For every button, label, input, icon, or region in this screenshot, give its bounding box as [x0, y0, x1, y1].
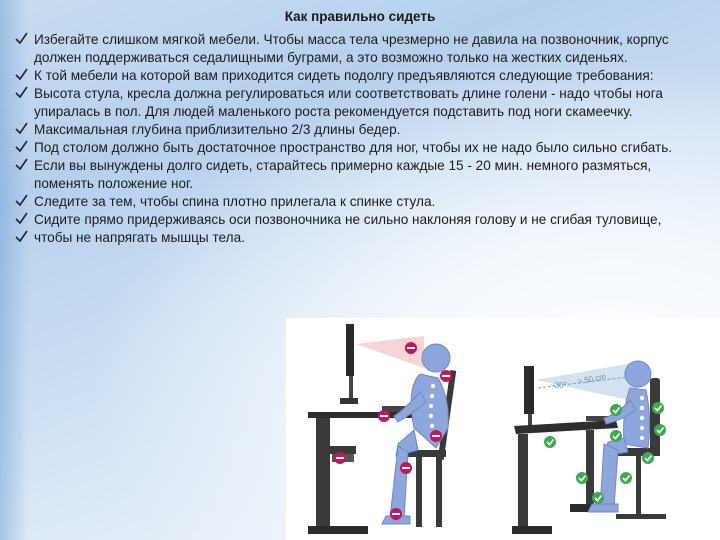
list-item [10, 67, 700, 85]
check-icon [15, 68, 28, 82]
list-item [10, 211, 700, 229]
list-item [10, 121, 700, 139]
check-icon [15, 230, 28, 244]
bullet-text: Максимальная глубина приблизительно 2/3 длины бедер. [34, 122, 401, 137]
distance-label: > 50 cm [576, 372, 607, 386]
bullet-text: Если вы вынуждены долго сидеть, старайтесь примерно каждые 15 - 20 мин. немного размяться, поменять положение ног. [34, 158, 652, 191]
bullet-text: Сидите прямо придерживаясь оси позвоночника не сильно наклоняя голову и не сгибая туловище, [34, 212, 662, 227]
monitor [346, 324, 354, 376]
incorrect-posture-scene [308, 324, 456, 534]
bullet-text: Следите за тем, чтобы спина плотно прилегала к спинке стула. [34, 194, 436, 209]
bullet-text: К той мебели на которой вам приходится сидеть подолгу предъявляются следующие требования: [34, 68, 654, 83]
check-icon [15, 122, 28, 136]
bullet-list [10, 31, 700, 247]
check-icon [15, 32, 28, 46]
list-item [10, 193, 700, 211]
check-icon [15, 140, 28, 154]
posture-illustration [286, 318, 720, 540]
bullet-text: Под столом должно быть достаточное пространство для ног, чтобы их не надо было сильно сгибать. [34, 140, 673, 155]
correct-posture-scene [512, 361, 666, 534]
check-icon [15, 194, 28, 208]
check-icon [15, 86, 28, 100]
posture-drawing [286, 318, 720, 540]
check-icon [15, 212, 28, 226]
bullet-text: чтобы не напрягать мышцы тела. [34, 230, 245, 245]
list-item [10, 31, 700, 67]
angle-label: ~30° [550, 381, 567, 390]
list-item [10, 229, 700, 247]
list-item [10, 139, 700, 157]
bullet-text: Высота стула, кресла должна регулироваться или соответствовать длине голени - надо чтобы нога упиралась в пол. Для людей маленького роста рекомендуется подставить под ноги скамеечку. [34, 86, 663, 119]
list-item [10, 85, 700, 121]
page-title: Как правильно сидеть [284, 9, 436, 24]
check-icon [15, 158, 28, 172]
monitor [524, 366, 534, 414]
list-item [10, 157, 700, 193]
chair [650, 378, 660, 454]
bullet-text: Избегайте слишком мягкой мебели. Чтобы масса тела чрезмерно не давила на позвоночник, корпус должен поддерживаться седалищными буграми, а это возможно только на жестких сиденьях. [34, 32, 669, 65]
